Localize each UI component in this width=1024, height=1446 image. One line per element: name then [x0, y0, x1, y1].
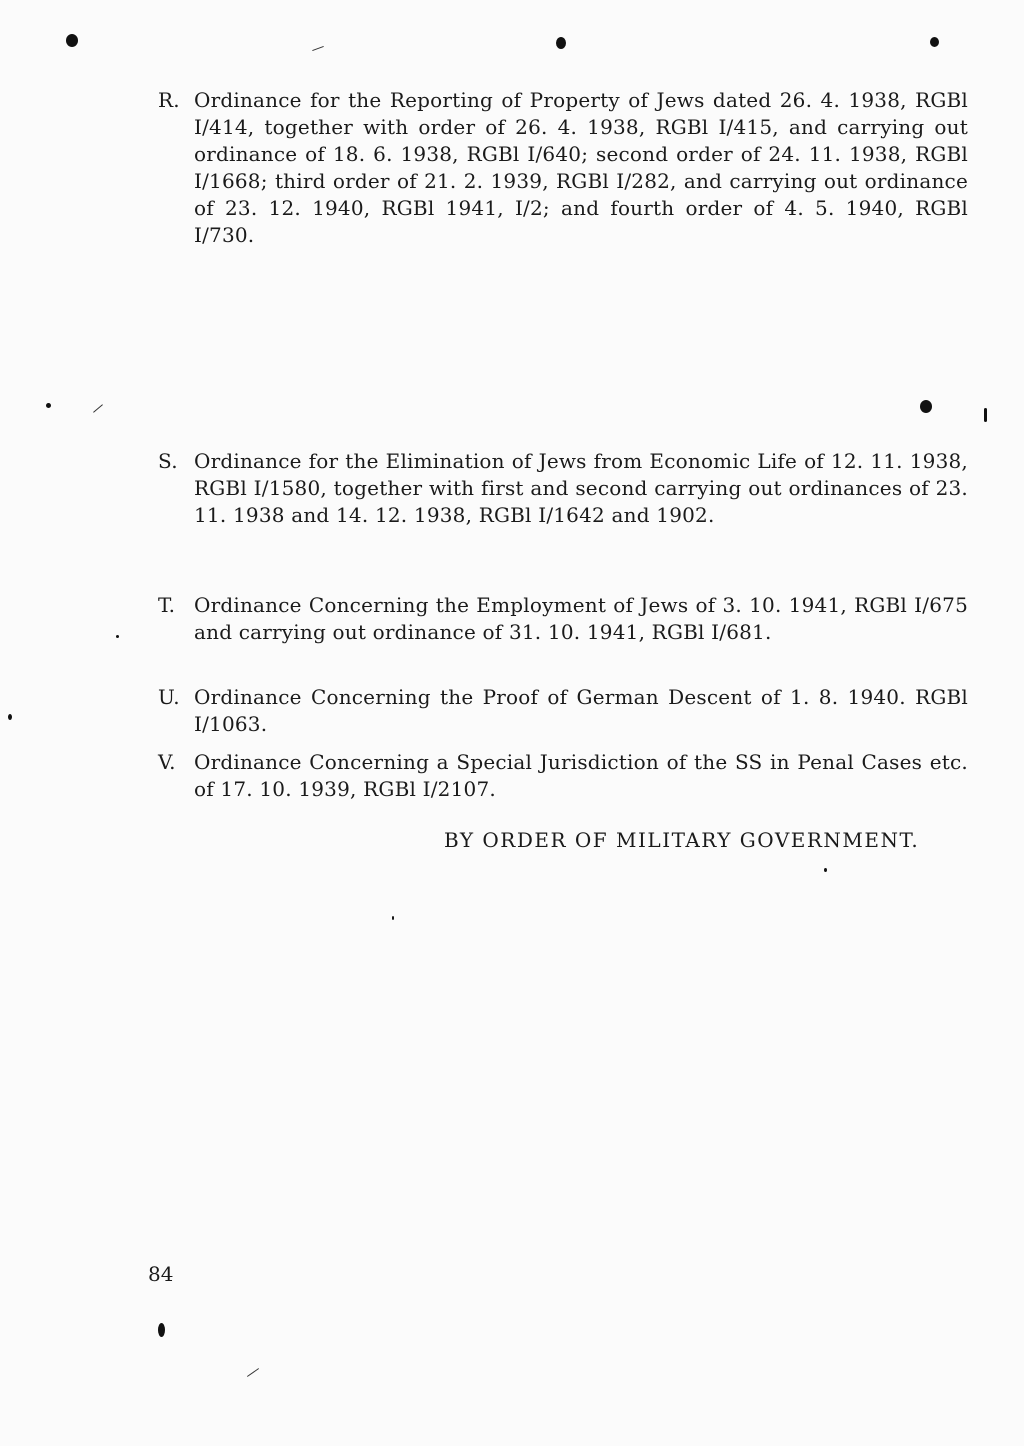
signature-line: BY ORDER OF MILITARY GOVERNMENT. [444, 828, 920, 852]
punch-hole-mark [556, 37, 566, 49]
item-text: Ordinance for the Elimination of Jews from Economic Life of 12. 11. 1938, RGBl I/1580, together with first and second carrying out ordinances of 23. 11. 1938 and 14. 12. 1938, RGBl I/1642 and 1902. [194, 449, 968, 527]
ordinance-item-t [158, 592, 968, 646]
punch-hole-mark [66, 34, 78, 47]
punch-hole-mark [46, 403, 51, 408]
scan-mark [247, 1368, 259, 1377]
ordinance-item-s [158, 448, 968, 529]
item-letter: V. [158, 750, 176, 774]
item-text: Ordinance for the Reporting of Property of Jews dated 26. 4. 1938, RGBl I/414, together with order of 26. 4. 1938, RGBl I/415, and carrying out ordinance of 18. 6. 1938, RGBl I/640; second order of 24. 11. 1938, RGBl I/1668; third order of 21. 2. 1939, RGBl I/282, and carrying out ordinance of 23. 12. 1940, RGBl 1941, I/2; and fourth order of 4. 5. 1940, RGBl I/730. [194, 88, 968, 247]
ordinance-item-u [158, 684, 968, 738]
punch-hole-mark [8, 714, 12, 720]
ordinance-item-v [158, 749, 968, 803]
page-number: 84 [148, 1262, 174, 1286]
punch-hole-mark [984, 408, 987, 422]
item-letter: U. [158, 685, 180, 709]
punch-hole-mark [824, 868, 827, 872]
punch-hole-mark [116, 635, 119, 638]
punch-hole-mark [392, 916, 394, 920]
item-text: Ordinance Concerning the Employment of Jews of 3. 10. 1941, RGBl I/675 and carrying out ordinance of 31. 10. 1941, RGBl I/681. [194, 593, 968, 644]
punch-hole-mark [158, 1323, 165, 1337]
punch-hole-mark [920, 400, 932, 413]
scan-mark [93, 404, 103, 412]
punch-hole-mark [930, 37, 939, 47]
scan-mark [312, 46, 324, 51]
item-letter: T. [158, 593, 176, 617]
ordinance-item-r [158, 87, 968, 249]
item-letter: S. [158, 449, 178, 473]
item-text: Ordinance Concerning a Special Jurisdiction of the SS in Penal Cases etc. of 17. 10. 1939, RGBl I/2107. [194, 750, 968, 801]
item-text: Ordinance Concerning the Proof of German Descent of 1. 8. 1940. RGBl I/1063. [194, 685, 968, 736]
item-letter: R. [158, 88, 180, 112]
